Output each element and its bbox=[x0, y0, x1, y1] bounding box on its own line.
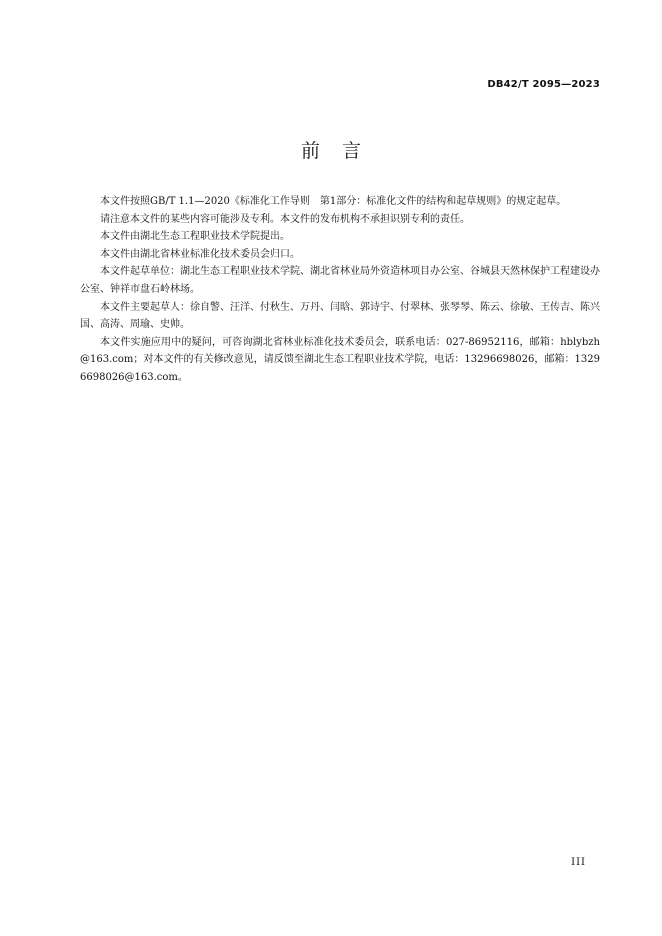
paragraph-administrator: 本文件由湖北省林业标准化技术委员会归口。 bbox=[100, 248, 300, 260]
paragraph-patent-notice: 请注意本文件的某些内容可能涉及专利。本文件的发布机构不承担识别专利的责任。 bbox=[100, 213, 470, 225]
paragraph-contact: 本文件实施应用中的疑问，可咨询湖北省林业标准化技术委员会，联系电话：027-86952116，邮箱：hblybzh@163.com；对本文件的有关修改意见，请反馈至湖北生态工程职业技术学院，电话：13296698026，邮箱：13296698026@163.com。 bbox=[80, 336, 600, 383]
page-number: III bbox=[571, 857, 586, 868]
foreword-body bbox=[80, 193, 600, 387]
paragraph-drafters: 本文件主要起草人：徐自警、汪洋、付秋生、万丹、闫晗、郭诗宇、付翠林、张琴琴、陈云、徐敏、王传吉、陈兴国、高涛、周瑜、史帅。 bbox=[80, 301, 600, 331]
paragraph-drafting-rules: 本文件按照GB/T 1.1—2020《标准化工作导则 第1部分：标准化文件的结构和起草规则》的规定起草。 bbox=[100, 196, 567, 207]
paragraph-drafting-units: 本文件起草单位：湖北生态工程职业技术学院、湖北省林业局外资造林项目办公室、谷城县天然林保护工程建设办公室、钟祥市盘石岭林场。 bbox=[80, 266, 600, 295]
paragraph-proposer: 本文件由湖北生态工程职业技术学院提出。 bbox=[100, 231, 290, 243]
document-code: DB42/T 2095—2023 bbox=[487, 79, 600, 90]
page-title: 前言 bbox=[300, 140, 383, 162]
